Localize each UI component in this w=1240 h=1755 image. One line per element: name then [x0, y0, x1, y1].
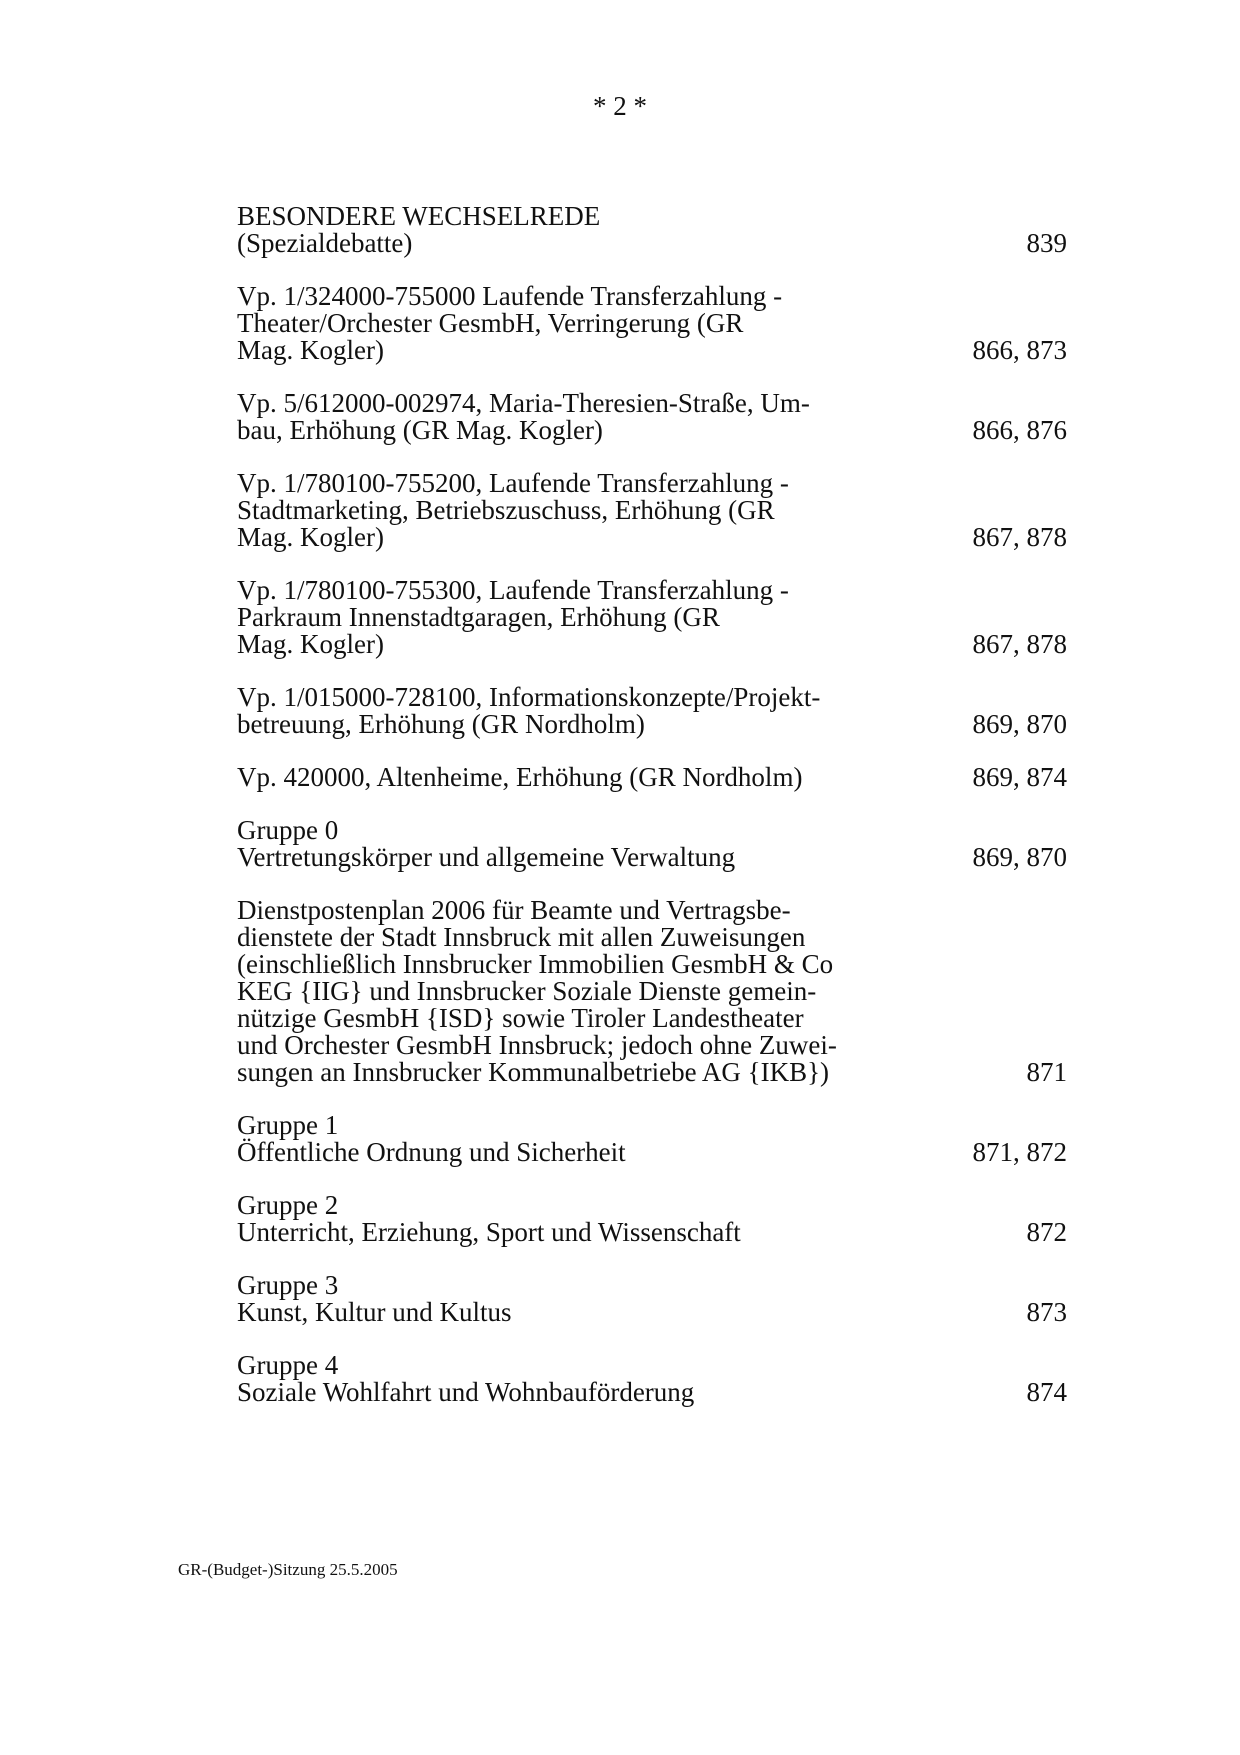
toc-entry-line: und Orchester GesmbH Innsbruck; jedoch ohne Zuwei-	[237, 1030, 837, 1060]
toc-entry-line: Kunst, Kultur und Kultus	[237, 1297, 512, 1327]
toc-entry	[237, 764, 1067, 791]
toc-entry-line: dienstete der Stadt Innsbruck mit allen Zuweisungen	[237, 922, 806, 952]
toc-entry-line: Vp. 420000, Altenheime, Erhöhung (GR Nordholm)	[237, 762, 803, 792]
toc-entry-pages: 839	[1026, 228, 1067, 258]
toc-entry-pages: 869, 874	[972, 762, 1067, 792]
toc-entry-title	[237, 1192, 877, 1246]
toc-entry-pages: 869, 870	[972, 709, 1067, 739]
toc-entry-title	[237, 283, 877, 364]
toc-entry-title	[237, 390, 877, 444]
table-of-contents	[237, 203, 1067, 1432]
toc-entry	[237, 1192, 1067, 1246]
toc-entry	[237, 1272, 1067, 1326]
toc-entry-line: Gruppe 3	[237, 1270, 339, 1300]
toc-entry-line: nützige GesmbH {ISD} sowie Tiroler Landestheater	[237, 1003, 804, 1033]
toc-entry-line: Vp. 5/612000-002974, Maria-Theresien-Straße, Um-	[237, 388, 810, 418]
toc-entry-line: sungen an Innsbrucker Kommunalbetriebe AG {IKB})	[237, 1057, 830, 1087]
toc-entry	[237, 1112, 1067, 1166]
toc-entry-title	[237, 470, 877, 551]
toc-entry-line: Parkraum Innenstadtgaragen, Erhöhung (GR	[237, 602, 720, 632]
toc-entry-line: Öffentliche Ordnung und Sicherheit	[237, 1137, 626, 1167]
toc-entry-title	[237, 817, 877, 871]
toc-entry	[237, 390, 1067, 444]
toc-entry	[237, 1352, 1067, 1406]
toc-entry-line: betreuung, Erhöhung (GR Nordholm)	[237, 709, 645, 739]
toc-entry-line: BESONDERE WECHSELREDE	[237, 201, 601, 231]
toc-entry-line: Mag. Kogler)	[237, 629, 384, 659]
toc-entry-pages: 871	[1026, 1057, 1067, 1087]
toc-entry-pages: 874	[1026, 1377, 1067, 1407]
toc-entry-title	[237, 684, 877, 738]
toc-entry-title	[237, 1112, 877, 1166]
toc-entry-line: Gruppe 4	[237, 1350, 339, 1380]
toc-entry-line: Soziale Wohlfahrt und Wohnbauförderung	[237, 1377, 695, 1407]
toc-entry-line: Stadtmarketing, Betriebszuschuss, Erhöhung (GR	[237, 495, 775, 525]
toc-entry-title	[237, 577, 877, 658]
toc-entry	[237, 897, 1067, 1086]
toc-entry-title	[237, 1352, 877, 1406]
toc-entry	[237, 203, 1067, 257]
toc-entry-line: Vp. 1/780100-755200, Laufende Transferzahlung -	[237, 468, 789, 498]
toc-entry-pages: 866, 873	[972, 335, 1067, 365]
toc-entry	[237, 577, 1067, 658]
toc-entry-line: Dienstpostenplan 2006 für Beamte und Vertragsbe-	[237, 895, 791, 925]
toc-entry-line: (einschließlich Innsbrucker Immobilien GesmbH & Co	[237, 949, 834, 979]
toc-entry	[237, 817, 1067, 871]
page-number: * 2 *	[593, 91, 647, 121]
toc-entry-line: Theater/Orchester GesmbH, Verringerung (GR	[237, 308, 744, 338]
toc-entry-line: Mag. Kogler)	[237, 522, 384, 552]
toc-entry-line: Gruppe 2	[237, 1190, 339, 1220]
toc-entry-pages: 867, 878	[972, 522, 1067, 552]
toc-entry-pages: 867, 878	[972, 629, 1067, 659]
toc-entry-line: Gruppe 0	[237, 815, 339, 845]
toc-entry-pages: 872	[1026, 1217, 1067, 1247]
page-footer: GR-(Budget-)Sitzung 25.5.2005	[178, 1560, 398, 1579]
toc-entry-line: Vp. 1/324000-755000 Laufende Transferzahlung -	[237, 281, 783, 311]
toc-entry-line: bau, Erhöhung (GR Mag. Kogler)	[237, 415, 603, 445]
toc-entry	[237, 283, 1067, 364]
toc-entry-line: Vp. 1/780100-755300, Laufende Transferzahlung -	[237, 575, 789, 605]
toc-entry-line: Vertretungskörper und allgemeine Verwaltung	[237, 842, 736, 872]
toc-entry-line: Vp. 1/015000-728100, Informationskonzepte/Projekt-	[237, 682, 821, 712]
toc-entry-line: Gruppe 1	[237, 1110, 339, 1140]
toc-entry	[237, 470, 1067, 551]
toc-entry-pages: 866, 876	[972, 415, 1067, 445]
toc-entry-line: (Spezialdebatte)	[237, 228, 413, 258]
toc-entry	[237, 684, 1067, 738]
toc-entry-pages: 873	[1026, 1297, 1067, 1327]
toc-entry-title	[237, 1272, 877, 1326]
toc-entry-title	[237, 897, 877, 1086]
toc-entry-title	[237, 764, 877, 791]
toc-entry-line: Mag. Kogler)	[237, 335, 384, 365]
toc-entry-title	[237, 203, 877, 257]
toc-entry-pages: 871, 872	[972, 1137, 1067, 1167]
toc-entry-pages: 869, 870	[972, 842, 1067, 872]
toc-entry-line: KEG {IIG} und Innsbrucker Soziale Dienste gemein-	[237, 976, 817, 1006]
toc-entry-line: Unterricht, Erziehung, Sport und Wissenschaft	[237, 1217, 741, 1247]
